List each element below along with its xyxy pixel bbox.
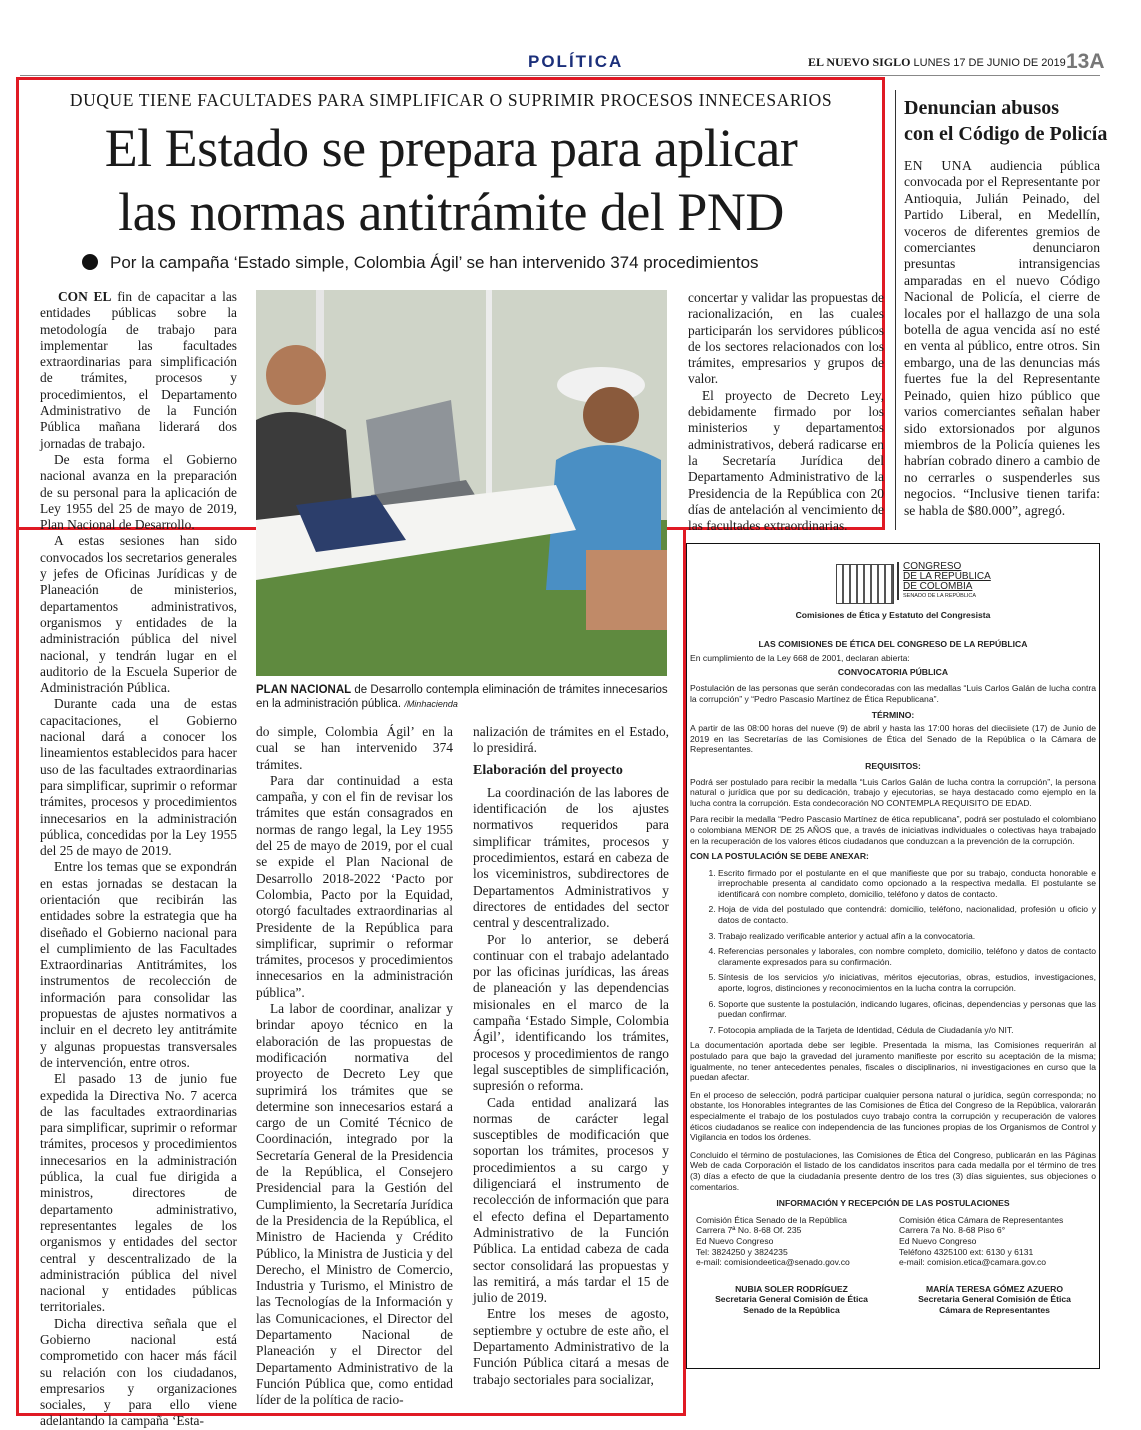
contact-line: e-mail: comision.etica@camara.gov.co	[899, 1257, 1047, 1268]
annex-item: 2. Hoja de vida del postulado que contendrá: domicilio, teléfono, nacionalidad, profesión u oficio y datos de contacto.	[718, 904, 1096, 925]
article-paragraph: Entre los meses de agosto, septiembre y octubre de este año, el Departamento Administrativo de la Función Pública citará a mesas de trabajo sectoriales para socializar,	[473, 1306, 669, 1387]
bullet-icon	[82, 254, 98, 270]
article-deck	[82, 253, 759, 273]
sidebar-body	[904, 158, 1100, 519]
article-column-2	[256, 724, 453, 1408]
sidebar-rule	[895, 90, 896, 530]
photo-illustration	[256, 290, 667, 676]
article-paragraph: Dicha directiva señala que el Gobierno nacional está comprometido con hacer más fácil su relación con los ciudadanos, empresarios y organizaciones sociales, y para ello viene adelantando la campaña ‘Esta-	[40, 1315, 237, 1429]
article-paragraph: El proyecto de Decreto Ley, debidamente firmado por los ministerios y departamentos administrativos, deberá radicarse en la Secretaría Jurídica del Departamento Administrativo de la Presidencia de la República con 20 días de antelación al vencimiento de las facultades extraordinarias.	[688, 387, 884, 534]
paper-name: EL NUEVO SIGLO	[808, 55, 911, 69]
lead-caps: CON EL	[58, 289, 112, 304]
annex-item: 3. Trabajo realizado verificable anterior y actual afín a la convocatoria.	[718, 931, 1096, 942]
page-number: 13A	[1066, 50, 1105, 73]
contact-line: Carrera 7ª No. 8-68 Of. 235	[696, 1225, 802, 1236]
header-rule	[20, 75, 1100, 76]
signature-line: Senado de la República	[743, 1304, 840, 1315]
article-paragraph: El pasado 13 de junio fue expedida la Directiva No. 7 acerca de las facultades extraordinarias para simplificar, suprimir o reformar trámites, procesos y procedimientos innecesarios en la administración pública, la cual fue dirigida a ministros, directores de departamento administrativo, representantes legales de los organismos y entidades del sector central y descentralizado de la administración pública del nivel nacional y entidades públicas territoriales.	[40, 1071, 237, 1315]
ad-term-text: A partir de las 08:00 horas del nueve (9) de abril y hasta las 17:00 horas del dieciisiete (17) de Junio de 2019 en las Secretarías de las Comisiones de Ética del Senado de la República o la Cámara de Representantes.	[690, 723, 1096, 755]
annex-item: 6. Soporte que sustente la postulación, indicando lugares, oficinas, dependencias y personas que las puedan confirmar.	[718, 999, 1096, 1020]
ad-conv-title: CONVOCATORIA PÚBLICA	[837, 666, 949, 677]
article-paragraph: De esta forma el Gobierno nacional avanza en la preparación de su personal para la aplicación de Ley 1955 del 25 de mayo de 2019, Plan Nacional de Desarrollo.	[40, 451, 237, 533]
ad-req-title: REQUISITOS:	[865, 760, 921, 771]
article-paragraph: Entre los temas que se expondrán en estas jornadas se destacan la orientación que recibirán las entidades sobre la estrategia que ha diseñado el Gobierno nacional para el cumplimiento de las Facultades Extraordinarias Antitrámites, los instrumentos de recolección de información para consolidar las propuestas de ajustes normativos a incluir en el decreto ley antitrámite y algunas propuestas transversales de intervención, entre otros.	[40, 859, 237, 1070]
article-column-3	[473, 724, 669, 1388]
ad-para-1: La documentación aportada debe ser legible. Presentada la misma, las Comisiones requerirán al postulado para que bajo la gravedad del juramento manifieste por escrito su aceptación de la misma; igualmente, no tener antecedentes penales, fiscales o disciplinarios, ni investigaciones en curso que la puedan afectar.	[690, 1040, 1096, 1083]
caption-text: de Desarrollo contempla eliminación de trámites innecesarios en la administración pública.	[256, 684, 668, 710]
article-column-1	[40, 289, 237, 1430]
article-photo	[256, 290, 667, 676]
ad-info-title: INFORMACIÓN Y RECEPCIÓN DE LAS POSTULACIONES	[776, 1198, 1010, 1209]
contact-camara	[893, 1215, 1096, 1268]
article-paragraph: A estas sesiones han sido convocados los secretarios generales y jefes de Oficinas Jurídicas y de Planeación de ministerios, departamentos administrativos, organismos y entidades de la administración pública del nivel nacional, y tendrán lugar en el auditorio de la Escuela Superior de Administración Pública.	[40, 533, 237, 696]
sidebar-text: audiencia pública convocada por el Representante por Antioquia, Julián Peinado, del Partido Liberal, en Medellín, voceros de diferentes gremios de comerciantes denunciaron presuntas intransigencias amparadas en el nuevo Código Nacional de Policía, el cierre de locales por el hallazgo de una sola botella de agua vencida así no esté en venta al público, entre otros. Sin embargo, una de las denuncias más fuertes fue la del Representante Peinado, quien hizo público que varios comerciantes señalan haber sido extorsionados por algunos miembros de la Policía quienes les habrían cobrado dinero a cambio de no cerrarles o suspenderles sus negocios. “Inclusive tienen tarifa: se habla de $80.000”, agregó.	[904, 158, 1100, 518]
issue-date: LUNES 17 DE JUNIO DE 2019	[913, 57, 1066, 69]
sidebar-title-line-1: Denuncian abusos	[904, 97, 1060, 119]
contact-line: Ed Nuevo Congreso	[899, 1235, 977, 1246]
capitol-icon	[836, 564, 894, 604]
article-paragraph: La coordinación de las labores de identificación de los ajustes normativos requeridos para simplificar trámites, procesos y procedimientos, estará en cabeza de los viceministros, subdirectores de Departamentos Administrativos y directores de entidades del sector central y descentralizado.	[473, 784, 669, 931]
photo-caption	[256, 683, 676, 711]
ad-content	[690, 562, 1096, 1315]
article-column-4	[688, 290, 884, 534]
annex-item: 1. Escrito firmado por el postulante en el que manifieste que por su trabajo, conducta honorable e irreprochable presenta al candidato como opcionado a la respectiva medalla. El postulante se identificará con nombre completo, domicilio, teléfono y datos de contacto.	[718, 868, 1096, 900]
logo-text: CONGRESO DE LA REPÚBLICA DE COLOMBIA SENADO DE LA REPÚBLICA	[897, 562, 991, 600]
masthead	[808, 55, 1066, 70]
ad-req-2: Para recibir la medalla “Pedro Pascasio Martínez de ética republicana”, podrá ser postulado el colombiano o colombiana MENOR DE 25 AÑOS que, a través de iniciativas individuales o colectivas haya trabajado en la recuperación de los valores éticos ciudadanos que conduzcan a la prevención de la corrupción.	[690, 814, 1096, 846]
deck-text: Por la campaña ‘Estado simple, Colombia Ágil’ se han intervenido 374 procedimientos	[110, 253, 759, 272]
contact-senado	[690, 1215, 893, 1268]
article-paragraph: Cada entidad analizará las normas de carácter legal susceptibles de modificación que soportan los trámites, procesos y procedimientos a su cargo y diligenciará el instrumento de recolección de información que para el efecto defina el Departamento Administrativo de la Función Pública. La entidad cabeza de cada sector consolidará las propuestas y las remitirá, a más tardar el 15 de julio de 2019.	[473, 1094, 669, 1306]
contact-line: Teléfono 4325100 ext: 6130 y 6131	[899, 1246, 1034, 1257]
ad-para-3: Concluido el término de postulaciones, las Comisiones de Ética del Congreso, publicarán en las Páginas Web de cada Corporación el listado de los candidatos inscritos para cada medalla por el término de tres (3) días a efecto de que la ciudadanía presente dentro de los tres (3) días siguientes, sus objeciones o comentarios.	[690, 1149, 1096, 1192]
caption-lead: PLAN NACIONAL	[256, 684, 352, 696]
signature-line: Cámara de Representantes	[939, 1304, 1050, 1315]
ad-contacts	[690, 1215, 1096, 1268]
article-paragraph: Por lo anterior, se deberá continuar con el trabajo adelantado por las oficinas jurídicas, las áreas de planeación y las dependencias misionales en el marco de la campaña ‘Estado Simple, Colombia Ágil’, identificando los trámites, procesos y procedimientos de rango legal susceptibles de simplificación, supresión o reforma.	[473, 931, 669, 1094]
signature-senado	[690, 1284, 893, 1316]
article-paragraph: Durante cada una de estas capacitaciones, el Gobierno nacional dará a conocer los lineamientos establecidos para hacer uso de las facultades extraordinarias para simplificar, suprimir o reformar trámites, procesos y procedimientos innecesarios en la administración pública, concedidas por la Ley 1955 del 25 de mayo de 2019.	[40, 696, 237, 859]
contact-line: e-mail: comisiondeetica@senado.gov.co	[696, 1257, 850, 1268]
ad-signatures	[690, 1284, 1096, 1316]
signature-line: MARÍA TERESA GÓMEZ AZUERO	[925, 1283, 1064, 1294]
signature-camara	[893, 1284, 1096, 1316]
article-paragraph: concertar y validar las propuestas de racionalización, en las cuales participarán los servidores públicos de los sectores relacionados con los trámites, empresarios y grupos de valor.	[688, 290, 884, 387]
headline-line-2: las normas antitrámite del PND	[118, 182, 784, 242]
sidebar-title	[904, 95, 1107, 147]
photo-credit: /Minhacienda	[404, 699, 458, 709]
article-kicker: DUQUE TIENE FACULTADES PARA SIMPLIFICAR O SUPRIMIR PROCESOS INNECESARIOS	[69, 90, 833, 110]
headline-line-1: El Estado se prepara para aplicar	[104, 118, 798, 178]
article-paragraph: Para dar continuidad a esta campaña, y con el fin de revisar los trámites que están consagrados en normas de rango legal, la Ley 1955 del 25 de mayo de 2019, por el cual se expide el Plan Nacional de Desarrollo 2018-2022 ‘Pacto por Colombia, Pacto por la Equidad, otorgó facultades extraordinarias al Presidente de la República para simplificar, suprimir o reformar trámites, procesos y procedimientos innecesarios en la administración pública”.	[256, 772, 453, 1000]
signature-line: Secretaria General Comisión de Ética	[715, 1294, 868, 1305]
contact-line: Comisión Ética Senado de la República	[696, 1214, 847, 1225]
annex-item: 5. Síntesis de los servicios y/o iniciativas, méritos ejecutorias, obras, estudios, investigaciones, aporte, logros, distinciones y reconocimientos en la lucha contra la corrupción.	[718, 972, 1096, 993]
article-paragraph: CON EL fin de capacitar a las entidades públicas sobre la metodología de trabajo para implementar las facultades extraordinarias para simplificación de trámites, procesos y procedimientos, el Departamento Administrativo de la Función Pública mañana liderará dos jornadas de trabajo.	[40, 289, 238, 451]
ad-req-1: Podrá ser postulado para recibir la medalla “Luis Carlos Galán de lucha contra la corrupción”, la persona natural o jurídica que por su dedicación, trabajo y ejecutorias, se haya destacado como ejemplo en la lucha contra la corrupción. Esta condecoración NO CONTEMPLA REQUISITO DE EDAD.	[690, 776, 1096, 808]
contact-line: Comisión ética Cámara de Representantes	[899, 1214, 1064, 1225]
signature-line: NUBIA SOLER RODRÍGUEZ	[735, 1283, 848, 1294]
ad-annex-list	[690, 868, 1096, 1036]
signature-line: Secretaria General Comisión de Ética	[918, 1294, 1071, 1305]
ad-conv-text: Postulación de las personas que serán condecoradas con las medallas “Luis Carlos Galán de lucha contra la corrupción” y “Pedro Pascasio Martínez de Ética Republicana”.	[690, 683, 1096, 704]
ad-annex-title: CON LA POSTULACIÓN SE DEBE ANEXAR:	[690, 851, 869, 862]
annex-item: 7. Fotocopia ampliada de la Tarjeta de Identidad, Cédula de Ciudadanía y/o NIT.	[718, 1025, 1096, 1036]
article-paragraph: La labor de coordinar, analizar y brindar apoyo técnico en la elaboración de las propuestas de modificación normativa del proyecto de Decreto Ley que suprimirá los trámites que se determine son innecesarios estará a cargo de un Comité Técnico de Coordinación, integrado por la Secretaría General de la Presidencia de la República, el Consejero Presidencial para la Gestión del Cumplimiento, la Secretaría Jurídica de la Presidencia de la República, el Ministro de Hacienda y Crédito Público, la Ministra de Justicia y del Derecho, el Ministro de Comercio, Industria y Turismo, el Ministro de las Tecnologías de la Información y las Comunicaciones, el Director del Departamento Nacional de Planeación y el Director del Departamento Administrativo de la Función Pública que, como entidad líder de la política de racio-	[256, 1001, 453, 1408]
annex-item: 4. Referencias personales y laborales, con nombre completo, domicilio, teléfono y datos de contacto claramente expresados para su confirmación.	[718, 946, 1096, 967]
contact-line: Ed Nuevo Congreso	[696, 1235, 774, 1246]
article-paragraph: nalización de trámites en el Estado, lo presidirá.	[473, 724, 669, 756]
ad-logo	[690, 562, 1096, 608]
article-paragraph: do simple, Colombia Ágil’ en la cual se han intervenido 374 trámites.	[256, 724, 453, 772]
ad-term-title: TÉRMINO:	[871, 709, 915, 720]
ad-intro: En cumplimiento de la Ley 668 de 2001, declaran abierta:	[690, 653, 910, 664]
column-3-body	[473, 785, 669, 1388]
sidebar-title-line-2: con el Código de Policía	[904, 123, 1108, 145]
column-3-top	[473, 724, 669, 757]
ad-para-2: En el proceso de selección, podrá participar cualquier persona natural o jurídica, según corresponda; no obstante, los Honorables integrantes de las Comisiones de Ética del Congreso de la República, valorarán especialmente el trabajo de los postulados cuyo trabajo contra la corrupción y recuperación de valores éticos ciudadanos se realice con independencia de las funciones propias de los Organismos de Control y Vigilancia en todos los órdenes.	[690, 1089, 1096, 1143]
article-subhead: Elaboración del proyecto	[473, 762, 623, 778]
section-label: POLÍTICA	[528, 52, 624, 71]
contact-line: Tel: 3824250 y 3824235	[696, 1246, 788, 1257]
ad-title: LAS COMISIONES DE ÉTICA DEL CONGRESO DE LA REPÚBLICA	[758, 638, 1028, 649]
sidebar-lead: EN UNA	[904, 158, 973, 173]
article-headline	[18, 116, 884, 244]
contact-line: Carrera 7a No. 8-68 Piso 6°	[899, 1225, 1006, 1236]
ad-org: Comisiones de Ética y Estatuto del Congresista	[795, 610, 991, 620]
